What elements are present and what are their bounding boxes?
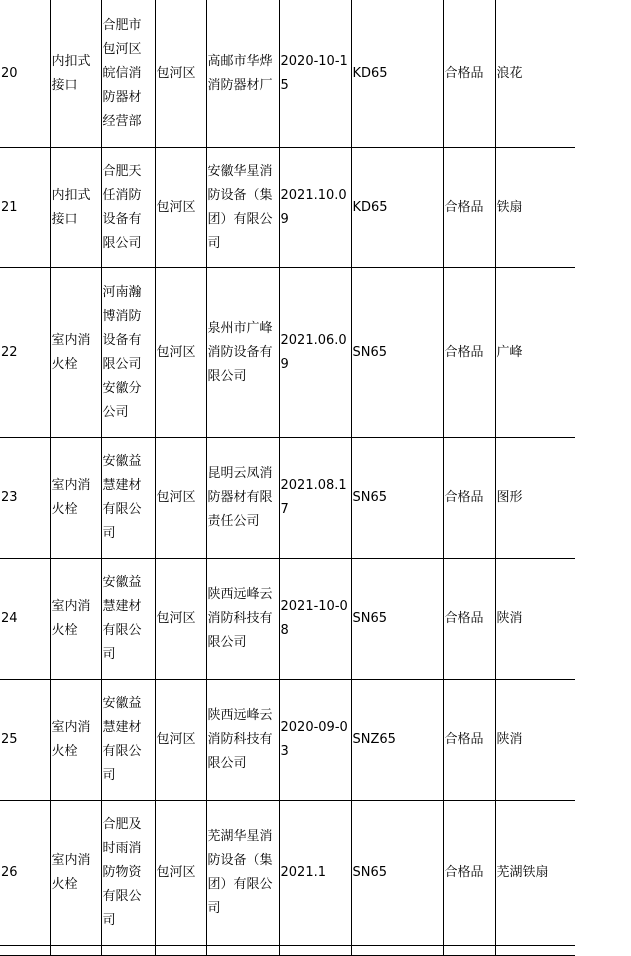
cell-district: 包河区 [155,438,206,559]
cell-product: 室内消火栓 [50,559,101,680]
cell-model: SN65 [351,438,443,559]
cell-brand: 广峰 [495,268,575,438]
cell-result: 合格品 [443,438,495,559]
cell-result: 合格品 [443,0,495,148]
cell-brand: 图形 [495,438,575,559]
cell-district: 包河区 [155,559,206,680]
cell-maker: 陕西远峰云消防科技有限公司 [206,559,279,680]
cell-product: 内扣式接口 [50,148,101,268]
cell-maker: 芜湖华星消防设备（集团）有限公司 [206,801,279,946]
cell-seller: 合肥及时雨消防物资有限公司 [101,801,155,946]
table-row [0,148,575,268]
cell-district: 包河区 [155,0,206,148]
cell-result: 合格品 [443,680,495,801]
cell-maker: 泉州市广峰消防设备有限公司 [206,268,279,438]
cell-no: 24 [0,559,50,680]
cell-result: 合格品 [443,559,495,680]
cell-seller: 安徽益慧建材有限公司 [101,559,155,680]
table-row [0,801,575,946]
cell-no: 26 [0,801,50,946]
cell-result: 合格品 [443,148,495,268]
cell-brand: 陕消 [495,559,575,680]
table-row [0,559,575,680]
cell-seller: 安徽益慧建材有限公司 [101,680,155,801]
cell-brand: 铁扇 [495,148,575,268]
cell-product: 室内消火栓 [50,438,101,559]
cell-date: 2021-10-08 [279,559,351,680]
cell-maker: 昆明云凤消防器材有限责任公司 [206,438,279,559]
cell-empty [495,946,575,956]
cell-result: 合格品 [443,268,495,438]
cell-date: 2021.06.09 [279,268,351,438]
table-row [0,680,575,801]
cell-date: 2020-10-15 [279,0,351,148]
cell-date: 2021.08.17 [279,438,351,559]
cell-model: SN65 [351,559,443,680]
cell-product: 室内消火栓 [50,680,101,801]
cell-seller: 河南瀚博消防设备有限公司安徽分公司 [101,268,155,438]
cell-empty [155,946,206,956]
table-row [0,268,575,438]
table-row [0,0,575,148]
cell-brand: 浪花 [495,0,575,148]
table-row [0,438,575,559]
cell-maker: 安徽华星消防设备（集团）有限公司 [206,148,279,268]
cell-date: 2021.1 [279,801,351,946]
cell-model: SNZ65 [351,680,443,801]
cell-empty [351,946,443,956]
cell-no: 23 [0,438,50,559]
cell-date: 2021.10.09 [279,148,351,268]
cell-model: SN65 [351,801,443,946]
cell-seller: 合肥市包河区皖信消防器材经营部 [101,0,155,148]
cell-maker: 陕西远峰云消防科技有限公司 [206,680,279,801]
cell-date: 2020-09-03 [279,680,351,801]
cell-no: 21 [0,148,50,268]
cell-empty [0,946,50,956]
cell-no: 20 [0,0,50,148]
cell-maker: 高邮市华烨消防器材厂 [206,0,279,148]
cell-brand: 芜湖铁扇 [495,801,575,946]
cell-product: 内扣式接口 [50,0,101,148]
table-row-partial [0,946,575,956]
cell-result: 合格品 [443,801,495,946]
cell-empty [206,946,279,956]
cell-seller: 安徽益慧建材有限公司 [101,438,155,559]
cell-empty [443,946,495,956]
cell-district: 包河区 [155,680,206,801]
cell-no: 22 [0,268,50,438]
cell-district: 包河区 [155,801,206,946]
cell-product: 室内消火栓 [50,801,101,946]
cell-seller: 合肥天任消防设备有限公司 [101,148,155,268]
cell-district: 包河区 [155,148,206,268]
cell-model: SN65 [351,268,443,438]
cell-empty [101,946,155,956]
cell-no: 25 [0,680,50,801]
cell-model: KD65 [351,0,443,148]
cell-empty [50,946,101,956]
cell-brand: 陕消 [495,680,575,801]
cell-model: KD65 [351,148,443,268]
cell-empty [279,946,351,956]
cell-product: 室内消火栓 [50,268,101,438]
cell-district: 包河区 [155,268,206,438]
